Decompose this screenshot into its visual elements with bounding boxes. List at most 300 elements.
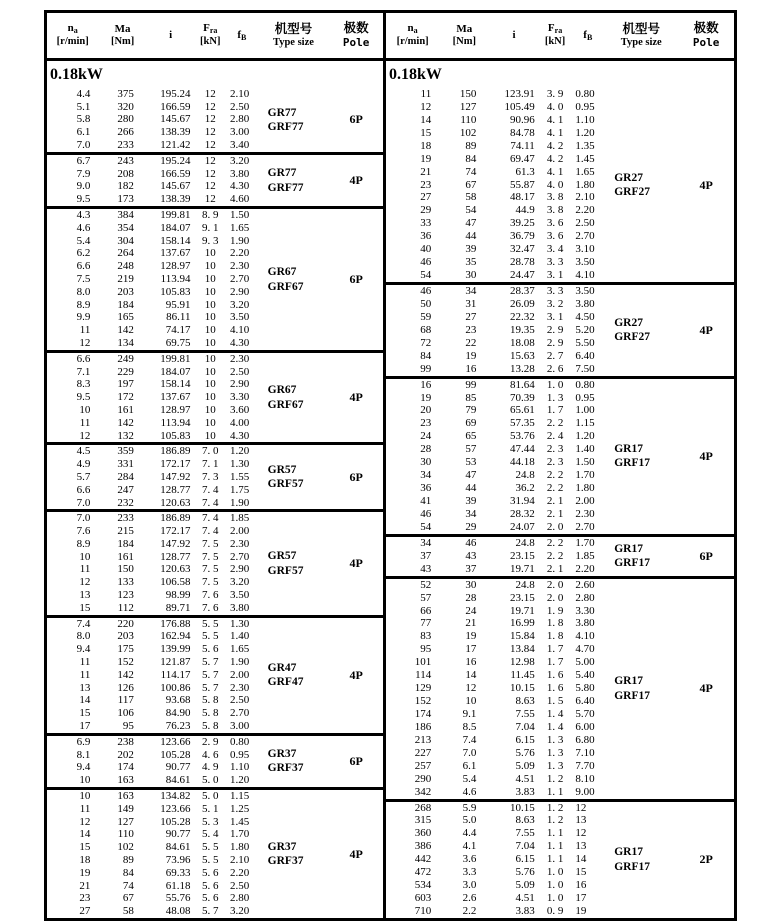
na-value: 360	[414, 827, 432, 840]
na-value: 7.0	[76, 139, 91, 152]
ma-value: 27	[465, 310, 477, 323]
i-value: 19.35	[509, 323, 535, 336]
na-value: 11	[79, 656, 91, 669]
fb-value: 2.50	[230, 100, 250, 113]
ma-value: 123	[117, 589, 134, 602]
na-value: 10	[79, 550, 91, 563]
ma-value: 47	[465, 469, 477, 482]
na-value: 34	[420, 536, 432, 549]
na-value: 37	[420, 549, 432, 562]
i-value: 5.76	[515, 746, 535, 759]
i-value: 137.67	[160, 247, 191, 260]
fra-value: 3. 9	[546, 87, 564, 100]
fb-value: 4.30	[230, 337, 250, 349]
fra-value: 3. 1	[546, 269, 564, 282]
na-value: 40	[420, 243, 432, 256]
i-value: 89.71	[165, 601, 191, 614]
col-header-pole	[678, 13, 734, 58]
fra-value: 1. 3	[546, 759, 564, 772]
fb-value: 3.80	[230, 167, 250, 180]
spec-row	[47, 631, 258, 644]
na-value: 43	[420, 562, 432, 575]
col-header-fra-unit: [kN]	[200, 36, 221, 47]
fb-value: 4.60	[230, 193, 250, 206]
fb-value: 1.90	[230, 656, 250, 669]
na-value: 7.0	[76, 496, 91, 509]
fra-value: 2. 2	[546, 469, 564, 482]
ma-value: 74	[465, 165, 477, 178]
i-value: 158.14	[160, 234, 191, 247]
na-value: 8.1	[76, 748, 91, 761]
col-header-i	[489, 13, 538, 58]
header-numeric-columns	[47, 13, 258, 58]
ma-value: 23	[465, 323, 477, 336]
fra-value: 10	[204, 403, 216, 416]
fb-value: 2.50	[230, 694, 250, 707]
fb-value: 1.75	[230, 483, 250, 496]
col-header-type-cn: 机型号	[622, 21, 660, 36]
fra-value: 1. 0	[546, 378, 564, 391]
fb-value: 1.80	[575, 178, 595, 191]
fra-value: 12	[204, 167, 216, 180]
na-value: 21	[420, 165, 432, 178]
i-value: 6.15	[515, 853, 535, 866]
spec-row	[386, 140, 604, 153]
spec-row	[386, 256, 604, 269]
spec-row	[386, 747, 604, 760]
type-size-line1: GR27	[614, 316, 643, 329]
fb-value: 4.10	[230, 324, 250, 337]
fb-value: 1.65	[575, 165, 595, 178]
ma-value: 3.0	[462, 879, 477, 892]
type-size-line2: GRF17	[614, 457, 650, 470]
fb-value: 3.00	[230, 720, 250, 733]
fra-value: 1. 3	[546, 746, 564, 759]
fb-value: 3.20	[230, 576, 250, 589]
i-value: 11.45	[510, 669, 535, 682]
na-value: 12	[420, 100, 432, 113]
spec-table-left	[44, 10, 386, 921]
ma-value: 2.2	[462, 905, 477, 918]
fra-value: 4. 1	[546, 165, 564, 178]
fra-value: 2. 2	[546, 417, 564, 430]
pole-label: 6P	[699, 548, 713, 563]
fra-value: 2. 9	[546, 323, 564, 336]
i-value: 53.76	[509, 430, 535, 443]
fb-value: 6.40	[575, 349, 595, 362]
pole-label: 4P	[349, 556, 363, 571]
spec-row	[386, 166, 604, 179]
fb-value: 2.50	[230, 365, 250, 378]
i-value: 7.04	[515, 720, 535, 733]
i-value: 145.67	[160, 113, 191, 126]
ma-value: 39	[465, 243, 477, 256]
ma-value: 126	[117, 681, 134, 694]
na-value: 95	[420, 643, 432, 656]
ma-value: 3.3	[462, 866, 477, 879]
spec-row	[386, 392, 604, 405]
fra-value: 10	[204, 273, 216, 286]
na-value: 19	[420, 391, 432, 404]
ma-value: 163	[117, 774, 134, 787]
ma-value: 232	[117, 496, 134, 509]
spec-row	[47, 248, 258, 261]
spec-row	[386, 482, 604, 495]
fb-value: 17	[575, 892, 587, 905]
pole-label: 4P	[349, 173, 363, 188]
i-value: 13.84	[509, 643, 535, 656]
fra-value: 10	[204, 391, 216, 404]
i-value: 123.66	[160, 802, 191, 815]
i-value: 57.35	[509, 417, 535, 430]
fra-value: 2. 9	[546, 336, 564, 349]
fb-value: 2.90	[230, 378, 250, 391]
ma-value: 65	[465, 430, 477, 443]
col-header-na-unit: [r/min]	[56, 36, 89, 47]
gear-group	[47, 618, 383, 736]
na-value: 54	[420, 520, 432, 533]
spec-row	[47, 551, 258, 564]
fb-value: 8.10	[575, 772, 595, 785]
fb-value: 1.70	[575, 469, 595, 482]
ma-value: 233	[117, 512, 134, 525]
fb-value: 1.25	[230, 802, 250, 815]
spec-row	[47, 538, 258, 551]
fra-value: 1. 4	[546, 708, 564, 720]
i-value: 114.17	[160, 668, 191, 681]
na-value: 9.5	[76, 391, 91, 404]
type-size-line2: GRF67	[267, 280, 304, 293]
col-header-i-symbol: i	[512, 28, 516, 41]
na-value: 57	[420, 591, 432, 604]
fb-value: 6.40	[575, 695, 595, 708]
col-header-fra	[539, 13, 572, 58]
na-value: 54	[420, 269, 432, 282]
fra-value: 1. 2	[546, 772, 564, 785]
type-size-line1: GR57	[267, 464, 297, 477]
spec-row	[386, 204, 604, 217]
fb-value: 1.15	[230, 789, 250, 802]
spec-row	[47, 576, 258, 589]
na-value: 603	[414, 892, 432, 905]
group-rows	[47, 209, 258, 350]
ma-value: 142	[117, 668, 134, 681]
fra-value: 5. 6	[202, 892, 219, 905]
ma-value: 110	[460, 113, 477, 126]
type-size-label	[258, 155, 330, 206]
type-size-line1: GR67	[267, 384, 297, 397]
na-value: 13	[79, 589, 91, 602]
spec-row	[47, 378, 258, 391]
fra-value: 10	[204, 247, 216, 260]
fra-value: 5. 6	[202, 866, 219, 879]
col-header-fra-label	[203, 22, 217, 36]
fb-value: 14	[575, 853, 587, 866]
spec-row	[386, 350, 604, 363]
i-value: 147.92	[160, 470, 191, 483]
i-value: 12.98	[509, 656, 535, 669]
type-size-line1: GR27	[614, 171, 643, 184]
fb-value: 1.85	[230, 512, 250, 525]
col-header-na-label	[408, 22, 418, 36]
na-value: 18	[420, 139, 432, 152]
i-value: 8.63	[515, 695, 535, 708]
i-value: 70.39	[509, 391, 535, 404]
i-value: 10.15	[509, 682, 535, 695]
i-value: 162.94	[160, 630, 191, 643]
na-value: 12	[79, 576, 91, 589]
na-value: 83	[420, 630, 432, 643]
i-value: 106.58	[160, 576, 191, 589]
na-value: 50	[420, 297, 432, 310]
na-value: 9.0	[76, 180, 91, 193]
ma-value: 28	[465, 591, 477, 604]
fb-value: 2.20	[230, 247, 250, 260]
ma-value: 58	[465, 191, 477, 204]
spec-row	[47, 790, 258, 803]
spec-row	[47, 458, 258, 471]
spec-row	[386, 379, 604, 392]
fra-value: 7. 1	[202, 458, 219, 471]
pole-label: 4P	[699, 681, 713, 696]
fra-value: 1. 3	[546, 733, 564, 746]
group-rows	[386, 379, 604, 534]
na-value: 46	[420, 256, 432, 269]
fb-value: 1.30	[230, 458, 250, 471]
fra-value: 1. 2	[546, 801, 564, 814]
type-size-line2: GRF57	[267, 564, 304, 577]
fb-value: 1.20	[230, 774, 250, 787]
i-value: 47.44	[509, 443, 535, 456]
i-value: 36.2	[515, 482, 535, 495]
ma-value: 184	[117, 537, 134, 550]
ma-value: 67	[122, 892, 134, 905]
i-value: 105.83	[160, 429, 191, 442]
na-value: 386	[414, 840, 432, 853]
pole-label: 4P	[699, 177, 713, 192]
na-value: 4.9	[76, 458, 91, 471]
spec-row	[386, 537, 604, 550]
ma-value: 31	[465, 297, 477, 310]
na-value: 23	[420, 417, 432, 430]
i-value: 65.61	[509, 404, 535, 417]
group-rows	[47, 353, 258, 443]
i-value: 74.17	[165, 324, 191, 337]
fra-value: 2. 0	[546, 591, 564, 604]
spec-row	[386, 217, 604, 230]
fra-value: 9. 1	[202, 221, 219, 234]
na-value: 34	[420, 469, 432, 482]
i-value: 28.37	[509, 285, 535, 298]
i-value: 199.81	[160, 209, 191, 222]
group-list	[47, 88, 383, 918]
na-value: 4.5	[76, 445, 91, 458]
i-value: 128.97	[160, 260, 191, 273]
fra-value: 4. 0	[546, 100, 564, 113]
col-header-ma-label	[115, 23, 131, 36]
kw-section-label: 0.18kW	[389, 65, 442, 83]
fb-value: 1.30	[230, 617, 250, 630]
spec-row	[47, 391, 258, 404]
ma-value: 84	[465, 152, 477, 165]
i-value: 158.14	[160, 378, 191, 391]
ma-value: 375	[117, 87, 134, 100]
fb-value: 13	[575, 840, 587, 853]
i-value: 90.96	[509, 113, 535, 126]
ma-value: 284	[117, 470, 134, 483]
fra-value: 3. 1	[546, 310, 564, 323]
spec-row	[386, 114, 604, 127]
type-size-line1: GR67	[267, 266, 297, 279]
ma-value: 142	[117, 416, 134, 429]
ma-value: 150	[117, 563, 134, 576]
i-value: 172.17	[160, 458, 191, 471]
fb-value: 0.80	[230, 735, 250, 748]
ma-value: 112	[117, 601, 134, 614]
col-header-i-label	[513, 29, 516, 42]
fra-value: 7. 6	[202, 589, 219, 602]
spec-row	[386, 802, 604, 815]
type-size-line2: GRF47	[267, 676, 304, 689]
ma-value: 5.4	[462, 772, 477, 785]
ma-value: 54	[465, 204, 477, 217]
fra-value: 1. 1	[546, 827, 564, 840]
fra-value: 2. 7	[546, 349, 564, 362]
spec-row	[47, 512, 258, 525]
fb-value: 3.50	[575, 256, 595, 269]
i-value: 22.32	[509, 310, 535, 323]
fb-value: 7.10	[575, 746, 595, 759]
i-value: 199.81	[160, 352, 191, 365]
na-value: 7.9	[76, 167, 91, 180]
fb-value: 3.20	[230, 154, 250, 167]
na-value: 315	[414, 814, 432, 827]
na-value: 710	[414, 905, 432, 918]
ma-value: 161	[117, 550, 134, 563]
gear-group	[386, 285, 734, 379]
spec-row	[386, 337, 604, 350]
fra-value: 3. 2	[546, 297, 564, 310]
pole-label: 2P	[699, 852, 713, 867]
type-size-label	[604, 88, 678, 282]
fb-value: 1.45	[230, 815, 250, 828]
fb-value: 6.80	[575, 733, 595, 746]
fra-value: 2. 2	[546, 482, 564, 495]
col-header-na-symbol: n	[407, 22, 414, 35]
fra-value: 1. 1	[546, 840, 564, 853]
i-value: 5.09	[515, 759, 535, 772]
fb-value: 2.80	[575, 591, 595, 604]
na-value: 21	[79, 879, 91, 892]
spec-row	[386, 643, 604, 656]
na-value: 9.9	[76, 311, 91, 324]
i-value: 4.51	[515, 772, 535, 785]
spec-row	[386, 417, 604, 430]
na-value: 23	[79, 892, 91, 905]
col-header-fb-label	[583, 29, 592, 43]
spec-row	[386, 298, 604, 311]
na-value: 6.1	[76, 126, 91, 139]
ma-value: 30	[465, 578, 477, 591]
spec-row	[47, 828, 258, 841]
fb-value: 5.40	[575, 669, 595, 682]
fra-value: 4. 1	[546, 126, 564, 139]
spec-row	[386, 760, 604, 773]
fra-value: 5. 0	[202, 774, 219, 787]
type-size-label	[258, 512, 330, 614]
na-value: 6.7	[76, 154, 91, 167]
fb-value: 3.50	[575, 285, 595, 298]
na-value: 7.4	[76, 617, 91, 630]
col-header-i	[147, 13, 195, 58]
col-header-fb-symbol: f	[583, 28, 587, 41]
fra-value: 5. 5	[202, 630, 219, 643]
spec-row	[386, 324, 604, 337]
na-value: 101	[414, 656, 432, 669]
i-value: 3.83	[515, 785, 535, 798]
spec-row	[47, 181, 258, 194]
type-size-line2: GRF77	[267, 120, 304, 133]
spec-row	[47, 222, 258, 235]
fra-value: 5. 8	[202, 720, 219, 733]
fb-value: 2.90	[230, 563, 250, 576]
ma-value: 150	[459, 87, 477, 100]
fb-value: 1.20	[575, 430, 595, 443]
i-value: 76.23	[165, 720, 191, 733]
ma-value: 29	[465, 520, 477, 533]
fra-value: 1. 0	[546, 866, 564, 879]
na-value: 15	[79, 601, 91, 614]
spec-row	[386, 840, 604, 853]
fb-value: 0.95	[230, 748, 250, 761]
type-size-line2: GRF77	[267, 181, 304, 194]
fb-value: 2.30	[230, 681, 250, 694]
i-value: 137.67	[160, 391, 191, 404]
spec-row	[47, 88, 258, 101]
fra-value: 10	[204, 260, 216, 273]
table-header	[47, 13, 383, 61]
ma-value: 133	[117, 576, 134, 589]
spec-row	[386, 905, 604, 918]
group-rows	[386, 579, 604, 799]
ma-value: 202	[117, 748, 134, 761]
ma-value: 3.6	[462, 853, 477, 866]
ma-value: 4.6	[462, 785, 477, 798]
spec-table-right	[386, 10, 737, 921]
na-value: 68	[420, 323, 432, 336]
fra-value: 3. 4	[546, 243, 564, 256]
spec-row	[386, 192, 604, 205]
ma-value: 117	[117, 694, 134, 707]
ma-value: 359	[117, 445, 134, 458]
na-value: 99	[420, 362, 432, 375]
pole-label: 4P	[349, 390, 363, 405]
col-header-fra-subscript: ra	[209, 26, 218, 36]
col-header-na	[47, 13, 98, 58]
fb-value: 2.10	[230, 853, 250, 866]
spec-row	[386, 695, 604, 708]
type-size-line2: GRF17	[614, 557, 650, 570]
fra-value: 5. 0	[202, 789, 219, 802]
fra-value: 7. 4	[202, 483, 219, 496]
na-value: 6.6	[76, 483, 91, 496]
fb-value: 2.90	[230, 285, 250, 298]
na-value: 268	[414, 801, 432, 814]
spec-row	[47, 695, 258, 708]
fb-value: 2.50	[575, 217, 595, 230]
ma-value: 219	[117, 273, 134, 286]
type-size-label	[604, 379, 678, 534]
